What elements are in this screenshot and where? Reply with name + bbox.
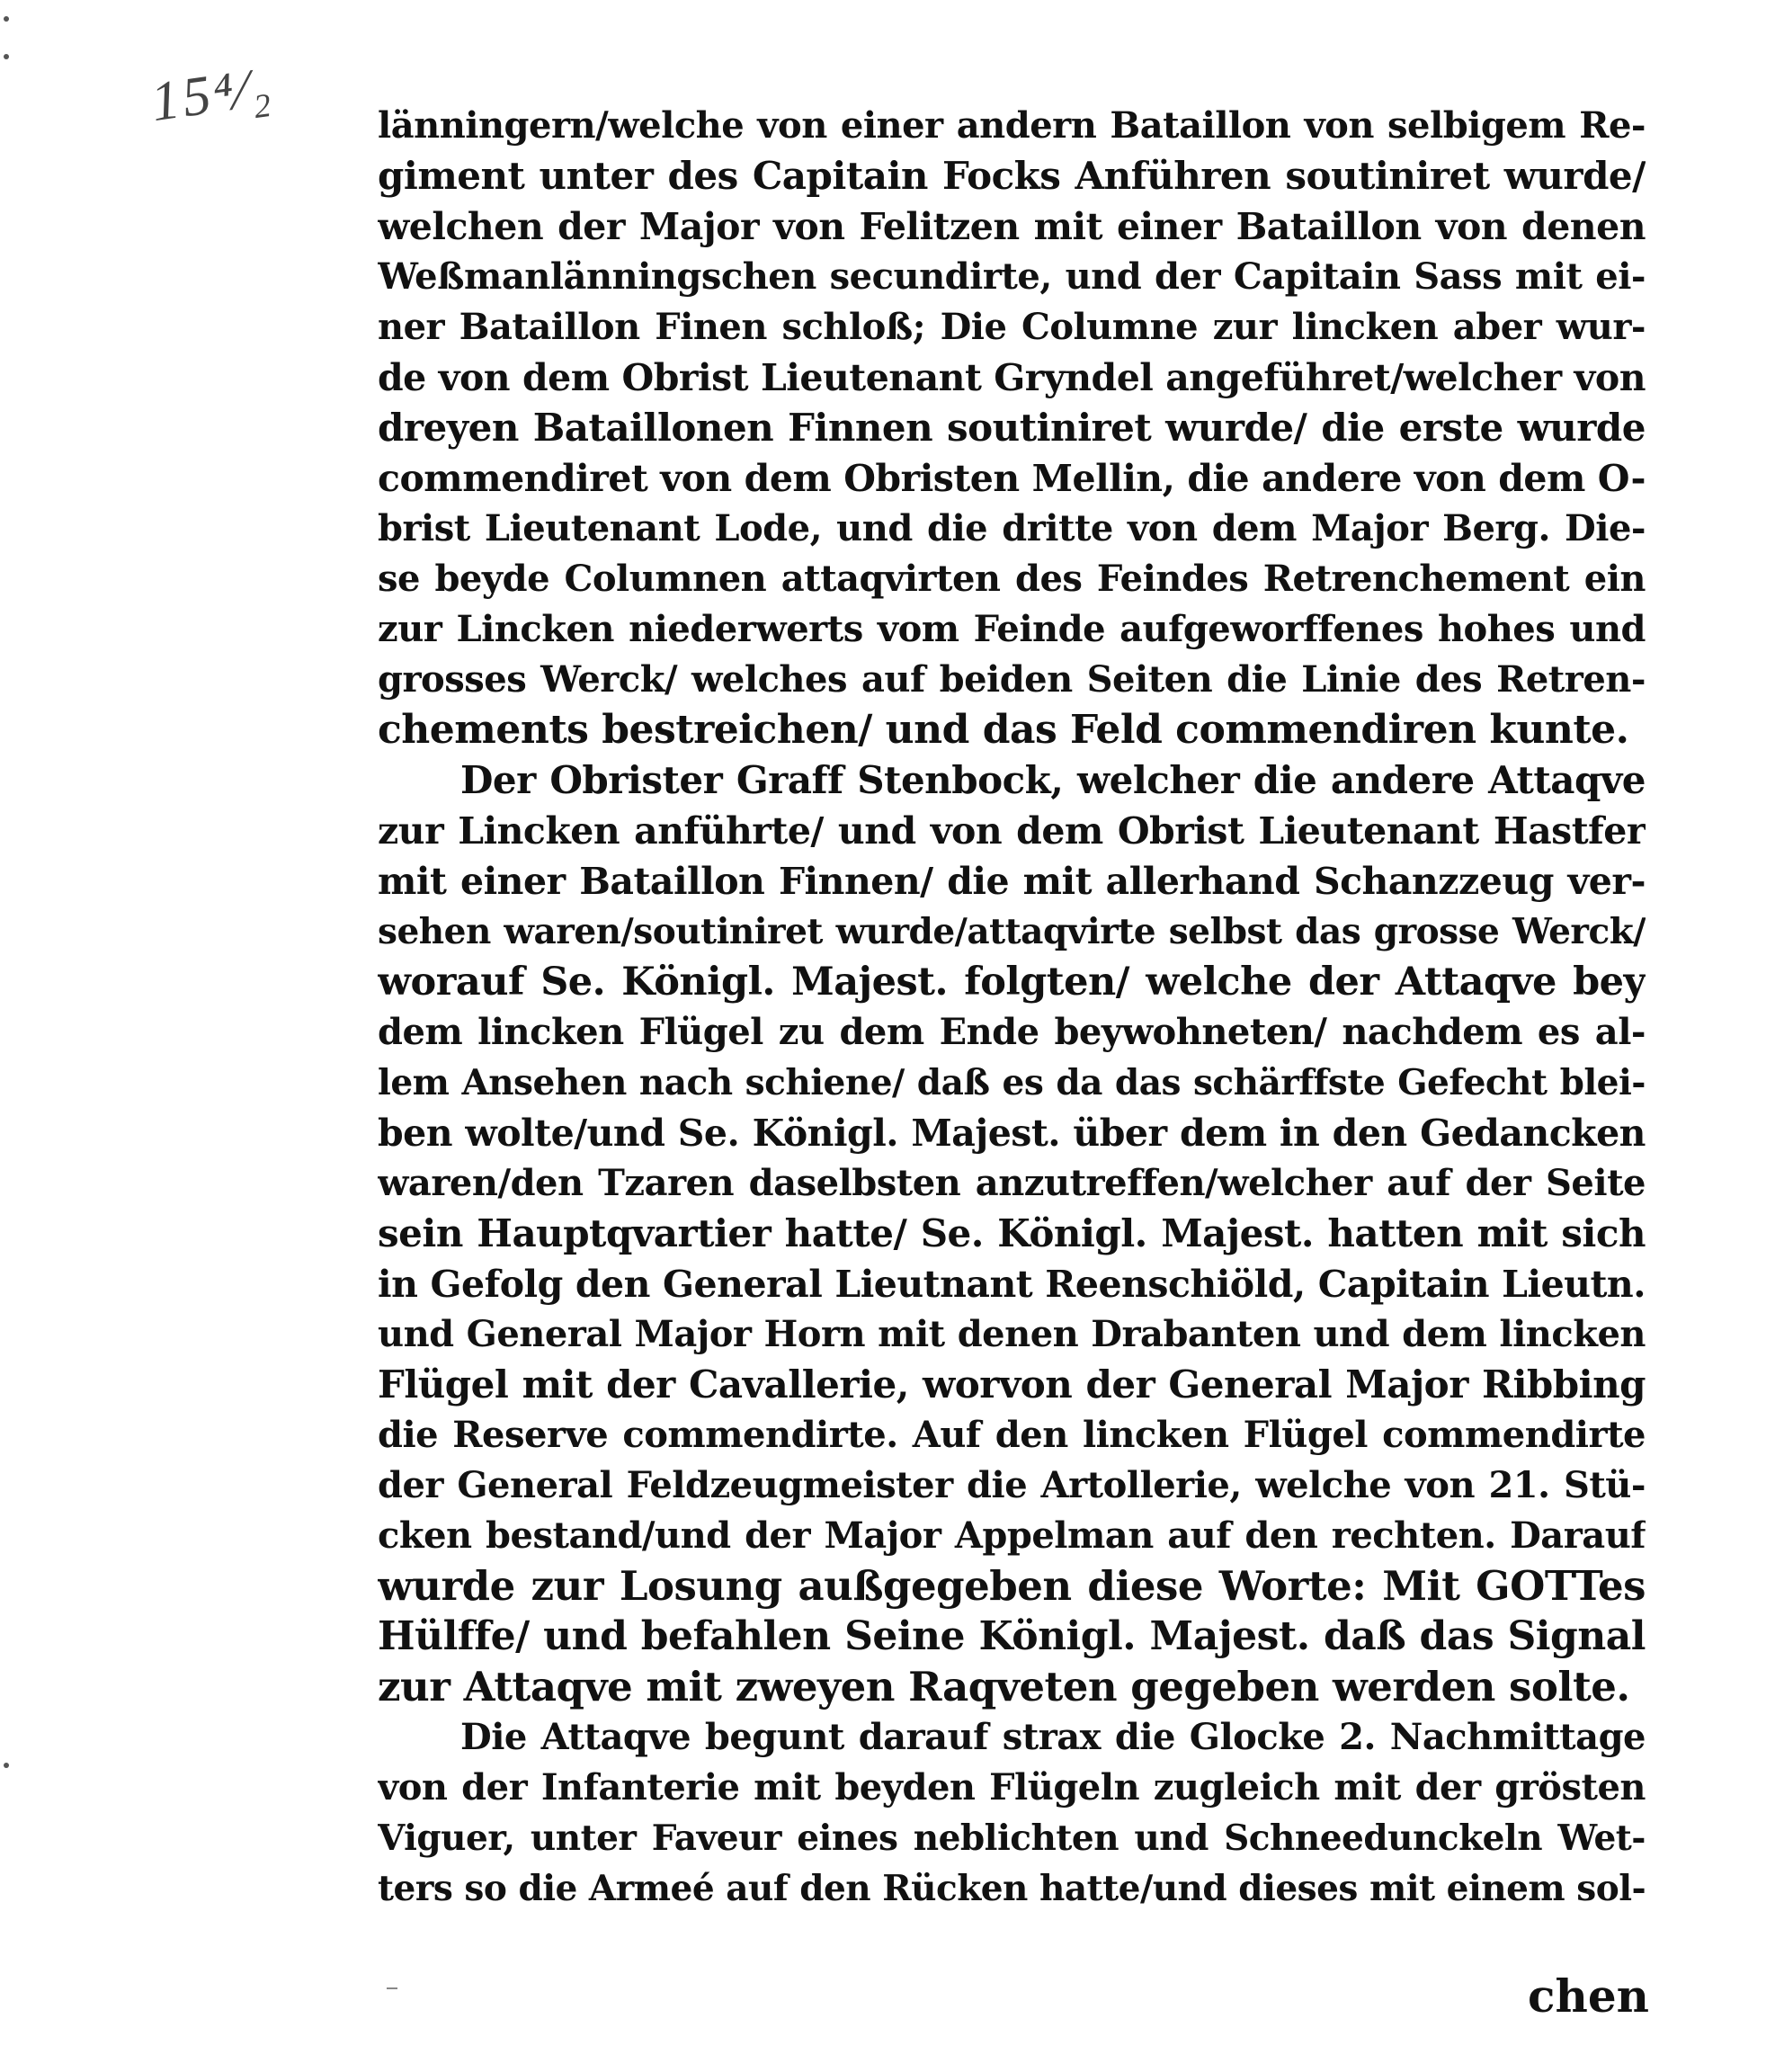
paragraph-2 bbox=[378, 755, 1646, 1712]
catchword: chen bbox=[1528, 1969, 1649, 2023]
text-line: von der Infanterie mit beyden Flügeln zugleich mit der grösten bbox=[378, 1766, 1646, 1809]
text-line: worauf Se. Königl. Majest. folgten/ welche der Attaqve bey bbox=[378, 960, 1646, 1005]
text-line: Hülffe/ und befahlen Seine Königl. Majest. daß das Signal bbox=[378, 1613, 1646, 1659]
text-line: zur Attaqve mit zweyen Raqveten gegeben werden solte. bbox=[378, 1663, 1630, 1710]
text-line: länningern/welche von einer andern Bataillon von selbigem Re- bbox=[378, 104, 1646, 147]
edge-mark bbox=[4, 16, 9, 22]
text-line: mit einer Bataillon Finnen/ die mit allerhand Schanzzeug ver- bbox=[378, 860, 1646, 903]
text-line: sein Hauptqvartier hatte/ Se. Königl. Majest. hatten mit sich bbox=[378, 1211, 1646, 1255]
text-line: und General Major Horn mit denen Drabanten und dem lincken bbox=[378, 1313, 1646, 1355]
page-mark bbox=[387, 1987, 397, 1989]
text-line: cken bestand/und der Major Appelman auf den rechten. Darauf bbox=[378, 1514, 1646, 1557]
paragraph-1 bbox=[378, 101, 1646, 755]
text-line: wurde zur Losung außgegeben diese Worte: Mit GOTTes bbox=[378, 1562, 1646, 1610]
text-line: giment unter des Capitain Focks Anführen soutiniret wurde/ bbox=[378, 154, 1646, 198]
text-line: ner Bataillon Finen schloß; Die Columne zur lincken aber wur- bbox=[378, 306, 1646, 348]
text-line: se beyde Columnen attaqvirten des Feindes Retrenchement ein bbox=[378, 558, 1646, 600]
marginal-note: 15⁴⁄₂ bbox=[147, 55, 277, 134]
edge-mark bbox=[4, 1763, 9, 1768]
text-line: chements bestreichen/ und das Feld commendiren kunte. bbox=[378, 707, 1629, 753]
text-line: Weßmanlänningschen secundirte, und der Capitain Sass mit ei- bbox=[378, 255, 1646, 298]
paragraph-3 bbox=[378, 1712, 1646, 1914]
text-line: Flügel mit der Cavallerie, worvon der General Major Ribbing bbox=[378, 1362, 1646, 1407]
edge-mark bbox=[4, 54, 9, 59]
text-line: dreyen Bataillonen Finnen soutiniret wurde/ die erste wurde bbox=[378, 406, 1646, 450]
text-line: dem lincken Flügel zu dem Ende beywohneten/ nachdem es al- bbox=[378, 1011, 1646, 1053]
text-line: in Gefolg den General Lieutnant Reenschiöld, Capitain Lieutn. bbox=[378, 1263, 1646, 1306]
text-line: sehen waren/soutiniret wurde/attaqvirte selbst das grosse Werck/ bbox=[378, 911, 1646, 952]
text-line: waren/den Tzaren daselbsten anzutreffen/welcher auf der Seite bbox=[378, 1162, 1646, 1204]
body-text bbox=[378, 101, 1646, 1914]
text-line: commendiret von dem Obristen Mellin, die andere von dem O- bbox=[378, 457, 1646, 500]
text-line: zur Lincken anführte/ und von dem Obrist Lieutenant Hastfer bbox=[378, 809, 1646, 853]
text-line: brist Lieutenant Lode, und die dritte von dem Major Berg. Die- bbox=[378, 507, 1646, 549]
text-line: der General Feldzeugmeister die Artollerie, welche von 21. Stü- bbox=[378, 1464, 1646, 1506]
text-line: grosses Werck/ welches auf beiden Seiten die Linie des Retren- bbox=[378, 658, 1646, 701]
text-line: die Reserve commendirte. Auf den lincken Flügel commendirte bbox=[378, 1414, 1646, 1456]
text-line: de von dem Obrist Lieutenant Gryndel angeführet/welcher von bbox=[378, 356, 1646, 399]
text-line: welchen der Major von Felitzen mit einer Bataillon von denen bbox=[378, 205, 1646, 248]
text-line: Der Obrister Graff Stenbock, welcher die andere Attaqve bbox=[460, 758, 1646, 802]
text-line: Die Attaqve begunt darauf strax die Glocke 2. Nachmittage bbox=[460, 1716, 1646, 1758]
text-line: zur Lincken niederwerts vom Feinde aufgeworffenes hohes und bbox=[378, 608, 1646, 650]
text-line: Viguer, unter Faveur eines neblichten und Schneedunckeln Wet- bbox=[378, 1817, 1646, 1859]
text-line: ters so die Armeé auf den Rücken hatte/und dieses mit einem sol- bbox=[378, 1868, 1646, 1909]
text-line: ben wolte/und Se. Königl. Majest. über dem in den Gedancken bbox=[378, 1112, 1646, 1155]
text-line: lem Ansehen nach schiene/ daß es da das schärffste Gefecht blei- bbox=[378, 1062, 1646, 1103]
